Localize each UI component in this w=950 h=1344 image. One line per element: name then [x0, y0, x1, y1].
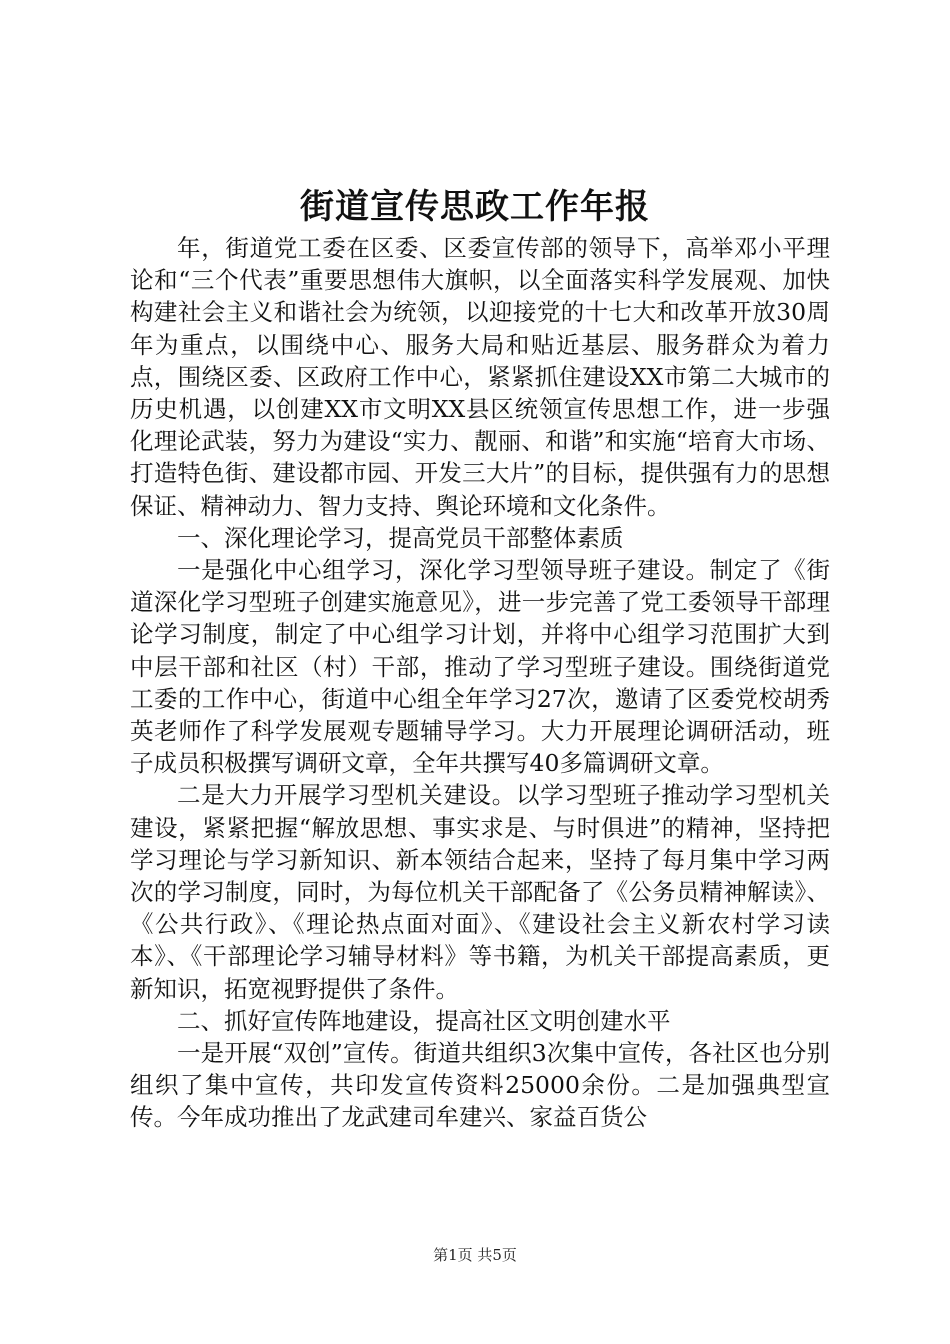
- paragraph-learning-organ: 二是大力开展学习型机关建设。以学习型班子推动学习型机关建设，紧紧把握“解放思想、事实求是、与时俱进”的精神，坚持把学习理论与学习新知识、新本领结合起来，坚持了每月集中学习两次的学习制度，同时，为每位机关干部配备了《公务员精神解读》、《公共行政》、《理论热点面对面》、《建设社会主义新农村学习读本》、《干部理论学习辅导材料》等书籍，为机关干部提高素质，更新知识，拓宽视野提供了条件。: [130, 781, 830, 1003]
- intro-paragraph: 年，街道党工委在区委、区委宣传部的领导下，高举邓小平理论和“三个代表”重要思想伟大旗帜，以全面落实科学发展观、加快构建社会主义和谐社会为统领，以迎接党的十七大和改革开放30周年为重点，以围绕中心、服务大局和贴近基层、服务群众为着力点，围绕区委、区政府工作中心，紧紧抓住建设XX市第二大城市的历史机遇，以创建XX市文明XX县区统领宣传思想工作，进一步强化理论武装，努力为建设“实力、靓丽、和谐”和实施“培育大市场、打造特色街、建设都市园、开发三大片”的目标，提供强有力的思想保证、精神动力、智力支持、舆论环境和文化条件。: [130, 234, 830, 520]
- paragraph-study-group: 一是强化中心组学习，深化学习型领导班子建设。制定了《街道深化学习型班子创建实施意见》，进一步完善了党工委领导干部理论学习制度，制定了中心组学习计划，并将中心组学习范围扩大到中层干部和社区（村）干部，推动了学习型班子建设。围绕街道党工委的工作中心，街道中心组全年学习27次，邀请了区委党校胡秀英老师作了科学发展观专题辅导学习。大力开展理论调研活动，班子成员积极撰写调研文章，全年共撰写40多篇调研文章。: [130, 556, 830, 778]
- paragraph-publicity: 一是开展“双创”宣传。街道共组织3次集中宣传，各社区也分别组织了集中宣传，共印发宣传资料25000余份。二是加强典型宣传。今年成功推出了龙武建司牟建兴、家益百货公: [130, 1039, 830, 1132]
- section-heading-2: 二、抓好宣传阵地建设，提高社区文明创建水平: [177, 1006, 671, 1035]
- section-heading-1: 一、深化理论学习，提高党员干部整体素质: [177, 523, 624, 552]
- document-title: 街道宣传思政工作年报: [300, 187, 650, 227]
- page-footer: 第1页 共5页: [433, 1246, 517, 1264]
- document-body: [130, 232, 830, 1134]
